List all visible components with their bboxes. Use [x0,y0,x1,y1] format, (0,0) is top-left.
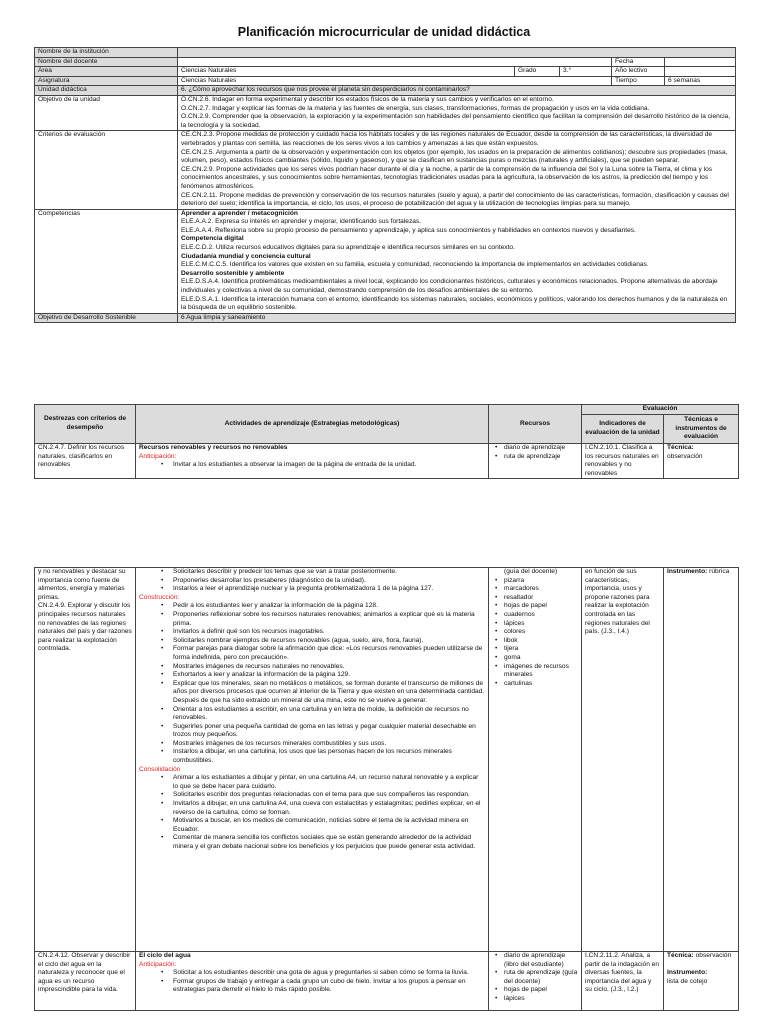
criterio-item: CE.CN.2.11. Propone medidas de prevención y conservación de los recursos naturales (suelo y agua), a partir del conocimiento de las características, formación, clasificación y causas del deterioro del suelo; identifica la importancia, el ciclo, los usos, el proceso de potabilización del agua y la utilización de tecnologías limpias para su manejo. [181,191,729,208]
asignatura-value: Ciencias Naturales [178,76,612,86]
area-label: Área [35,67,178,77]
table-row [35,444,739,479]
list-item: • marcadores [492,585,578,594]
list-item: • Mostrarles imágenes de recursos naturales no renovables. [139,663,485,672]
competencia-heading: Competencia digital [181,235,244,243]
row-asignatura [35,76,736,86]
list-item: • Orientar a los estudiantes a escribir, en una cartulina y en letra de molde, la definición de recursos no renovables. [139,706,485,723]
competencia-item: ELE.C.D.2. Utiliza recursos educativos digitales para su aprendizaje e identifica recursos similares en su contexto. [181,244,515,252]
competencia-heading: Aprender a aprender / metacognición [181,209,298,217]
tecnica-label: Técnica: [667,952,694,959]
list-item: • Motivarlos a buscar, en los medios de comunicación, noticias sobre el tema de la actividad minera en Ecuador. [139,817,485,834]
header-destrezas: Destrezas con criterios de desempeño [35,405,136,444]
evaluation-table [34,404,739,479]
instrumento-value: lista de cotejo [667,977,708,985]
objetivo-label: Objetivo de la unidad [35,95,178,130]
list-item: • cuadernos [492,611,578,620]
row-competencias [35,209,736,313]
tecnica-label: Técnica: [667,444,694,451]
criterios-cell [178,131,736,209]
list-item: • ruta de aprendizaje (guía del docente) [492,969,578,986]
page-title: Planificación microcurricular de unidad didáctica [237,25,531,39]
list-item: • Formar grupos de trabajo y entregar a cada grupo un cubo de hielo. Invitar a los grupos a pensar en estrategias para derretir el hielo lo más rápido posible. [139,978,485,995]
instrumento-label: Instrumento: [667,969,708,977]
instrumento-label: Instrumento: [667,568,708,575]
activity-title: El ciclo del agua [139,952,191,959]
tecnica-value: observación [667,452,703,460]
list-item: • hojas de papel [492,602,578,611]
header-evaluacion: Evaluación [582,405,739,415]
recursos-cell [489,568,582,952]
list-item: • pizarra [492,577,578,586]
criterio-item: CE.CN.2.9. Propone actividades que los seres vivos podrían hacer durante el día y la noche, a partir de la comprensión de la influencia del Sol y la Luna sobre la Tierra, el clima y los conocimientos ancestrales, y sus conocimientos sobre herramientas, tecnologías tradicionales usadas para la agricultura, la observación de los astros, la predicción del tiempo y los fenómenos atmosféricos. [181,165,713,190]
destreza-text: CN.2.4.9. Explorar y discutir los principales recursos naturales no renovables de las regiones naturales del país y dar razones para realizar la explotación controlada. [38,602,132,653]
list-item: • Instarlos a leer el aprendizaje nuclear y la pregunta problematizadora 1 de la página 127. [139,585,485,594]
grado-label: Grado [515,67,560,77]
objetivo-item: O.CN.2.9. Comprender que la observación, la exploración y la experimentación son habilidades del pensamiento científico que facilitan la comprensión del desarrollo histórico de la ciencia, la tecnología y la sociedad. [181,113,731,129]
area-value: Ciencias Naturales [178,67,515,77]
competencia-item: ELE.C.M.C.C.5. Identifica los valores que existen en su familia, escuela y comunidad, reconociendo la importancia de implementarlos en actividades cotidianas. [181,261,649,269]
criterio-item: CE.CN.2.3. Propone medidas de protección y cuidado hacia los hábitats locales y de las regiones naturales de Ecuador, desde la comprensión de las características, la diversidad de vertebrados y plantas con semilla, las reacciones de los seres vivos a los cambios y amenazas a las que están expuestos. [181,131,713,147]
list-item: • Solicitarles nombrar ejemplos de recursos renovables (agua, suelo, aire, flora, fauna). [139,637,485,646]
list-item: • Invitarlos a definir qué son los recursos inagotables. [139,628,485,637]
objetivo-item: O.CN.2.6. Indagar en forma experimental y describir los estados físicos de la materia y sus cambios y verificarlos en el entorno. [181,95,554,103]
list-item: • Explicar que los minerales, sean no metálicos o metálicos, se forman durante el transcurso de millones de años por diversos procesos que ocurren al interior de la Tierra y que existen en una determinada cantidad. Después de que ha sido extraído un mineral de una mina, este no se vuelve a generar. [139,680,485,706]
indicador-cell: en función de sus características, importancia, usos y propone razones para realizar la explotación controlada en las regiones naturales del país. (J.3., I.4.) [582,568,664,952]
criterio-item: CE.CN.2.5. Argumenta a partir de la observación y experimentación con los objetos (por ejemplo, los usados en la preparación de alimentos cotidianos); descubre sus propiedades (masa, volumen, peso), estados físicos cambiantes (sólido, líquido y gaseoso), y que se clasifican en sustancias puras o mezclas (naturales y artificiales), que se pueden separar. [181,148,728,165]
eval-header-row [35,405,739,415]
list-item: • ruta de aprendizaje [492,453,578,462]
objetivo-cell [178,95,736,130]
recursos-cell [489,444,582,479]
list-item: • tijera [492,645,578,654]
actividades-cell [136,444,489,479]
list-item: • cartulinas [492,680,578,689]
list-item-continued: (guía del docente) [504,568,558,575]
info-table [34,47,736,323]
actividades-cell [136,568,489,952]
row-area [35,67,736,77]
header-tecnicas: Técnicas e instrumentos de evaluación [664,415,739,444]
list-item: • Solicitar a los estudiantes describir una gota de agua y preguntarles si saben cómo se forma la lluvia. [139,969,485,978]
tecnica-cell [664,952,739,1011]
competencia-item: ELE.A.A.4. Reflexiona sobre su propio proceso de pensamiento y aprendizaje, y aplica sus conocimientos y habilidades en contextos nuevos y desafiantes. [181,226,636,234]
row-ods [35,313,736,323]
list-item: • colores [492,628,578,637]
list-item: • Sugerirles poner una pequeña cantidad de goma en las letras y pegar cualquier material desechable en trozos muy pequeños. [139,723,485,740]
competencia-item: ELE.D.S.A.1. Identifica la interacción humana con el entorno, identificando los sistemas naturales, sociales, económicos y políticos, valorando los derechos humanos y de la naturaleza en la búsqueda de un equilibrio sostenible. [181,295,728,312]
list-item: • lápices [492,620,578,629]
list-item: • Mostrarles imágenes de los recursos minerales combustibles y sus usos. [139,740,485,749]
objetivo-item: O.CN.2.7. Indagar y explicar las formas de la materia y las fuentes de energía, sus clases, transformaciones, formas de propagación y usos en la vida cotidiana. [181,104,650,112]
tecnica-cell [664,444,739,479]
asignatura-label: Asignatura [35,76,178,86]
destreza-text: y no renovables y destacar su importancia como fuente de alimentos, energía y materias primas. [38,568,126,601]
phase-label: Construcción: [139,593,180,601]
phase-label: Consolidación [139,765,181,773]
instrumento-value: rúbrica [709,568,730,575]
list-item: • diario de aprendizaje [492,444,578,453]
phase-label: Anticipación: [139,960,177,968]
list-item: • Proponerles desarrollar los presaberes (diagnóstico de la unidad). [139,577,485,586]
list-item: • Proponerles reflexionar sobre los recursos naturales renovables; animarlos a explicar qué es la materia prima. [139,611,485,628]
list-item: • imágenes de recursos minerales [492,663,578,680]
list-item: • Comentar de manera sencilla los conflictos sociales que se están generando alrededor de la actividad minera y el gran debate nacional sobre los beneficios y los perjuicios que puede generar esta actividad. [139,834,485,851]
instrumento-cell [664,568,739,952]
list-item: • libok [492,637,578,646]
row-docente [35,57,736,67]
phase-label: Anticipación: [139,452,177,460]
header-indicadores: Indicadores de evaluación de la unidad [582,415,664,444]
list-item: • Invitar a los estudiantes a observar la imagen de la página de entrada de la unidad. [139,461,485,470]
list-item: • Pedir a los estudiantes leer y analizar la información de la página 128. [139,602,485,611]
competencias-cell [178,209,736,313]
unidad-value: 6. ¿Cómo aprovechar los recursos que nos provee el planeta sin desperdiciarlos ni contaminarlos? [178,86,736,96]
evaluation-table-continued [34,567,739,1011]
tiempo-value: 6 semanas [665,76,736,86]
anio-label: Año lectivo [612,67,665,77]
activity-title: Recursos renovables y recursos no renovables [139,444,288,451]
list-item: • Solicitarles escribir dos preguntas relacionadas con el tema para que sus compañeros las respondan. [139,791,485,800]
header-actividades: Actividades de aprendizaje (Estrategias metodológicas) [136,405,489,444]
list-item: • Exhortarlos a leer y analizar la información de la página 129. [139,671,485,680]
list-item: • goma [492,654,578,663]
row-institucion [35,48,736,58]
competencias-label: Competencias [35,209,178,313]
list-item: • diario de aprendizaje (libro del estudiante) [492,952,578,969]
list-item: • Invitarlos a dibujar, en una cartulina A4, una cueva con estalactitas y estalagmitas; pedirles explicar, en el reverso de la cartulina, cómo se forman. [139,800,485,817]
table-row [35,952,739,1011]
competencia-heading: Desarrollo sostenible y ambiente [181,269,285,277]
fecha-label: Fecha [612,57,665,67]
header-recursos: Recursos [489,405,582,444]
destreza-cell: CN.2.4.7. Definir los recursos naturales, clasificarlos en renovables [35,444,136,479]
grado-value: 3.° [560,67,612,77]
tiempo-label: Tiempo [612,76,665,86]
destreza-cell [35,568,136,952]
row-objetivo [35,95,736,130]
row-criterios [35,131,736,209]
criterios-label: Criterios de evaluación [35,131,178,209]
docente-label: Nombre del docente [35,57,178,67]
ods-label: Objetivo de Desarrollo Sostenible [35,313,178,323]
recursos-cell [489,952,582,1011]
competencia-heading: Ciudadanía mundial y conciencia cultural [181,252,311,260]
tecnica-value: observación [695,952,732,959]
list-item: • Instarlos a dibujar, en una cartulina, los usos que las personas hacen de los recursos minerales combustibles. [139,748,485,765]
list-item: • resaltador [492,594,578,603]
competencia-item: ELE.A.A.2. Expresa su interés en aprender y mejorar, identificando sus fortalezas. [181,218,422,226]
institucion-label: Nombre de la institución [35,48,178,58]
list-item: • Solicitarles describir y predecir los temas que se van a tratar posteriormente. [139,568,485,577]
list-item: • lápices [492,995,578,1004]
list-item: • Formar parejas para dialogar sobre la afirmación que dice: «Los recursos renovables pueden utilizarse de forma indefinida, pero con precaución». [139,645,485,662]
unidad-label: Unidad didáctica [35,86,178,96]
competencia-item: ELE.D.S.A.4. Identifica problemáticas medioambientales a nivel local, explicando los condicionantes históricos, culturales y económicos relacionados. Propone alternativas de abordaje individuales y colectivas a nivel de su comunidad, demostrando comprensión de los desafíos ambientales de su entorno. [181,278,718,295]
ods-value: 6 Agua limpia y saneamiento [178,313,736,323]
indicador-cell: I.CN.2.11.2. Analiza, a partir de la indagación en diversas fuentes, la importancia del agua y su ciclo. (J.3., I.2.) [582,952,664,1011]
actividades-cell [136,952,489,1011]
list-item: • Animar a los estudiantes a dibujar y pintar, en una cartulina A4, un recurso natural renovable y a explicar lo que se debe hacer para cuidarlo. [139,774,485,791]
list-item: • hojas de papel [492,986,578,995]
table-row [35,568,739,952]
destreza-cell: CN.2.4.12. Observar y describir el ciclo del agua en la naturaleza y reconocer que el agua es un recurso imprescindible para la vida. [35,952,136,1011]
row-unidad [35,86,736,96]
indicador-cell: I.CN.2.10.1. Clasifica a los recursos naturales en renovables y no renovables [582,444,664,479]
